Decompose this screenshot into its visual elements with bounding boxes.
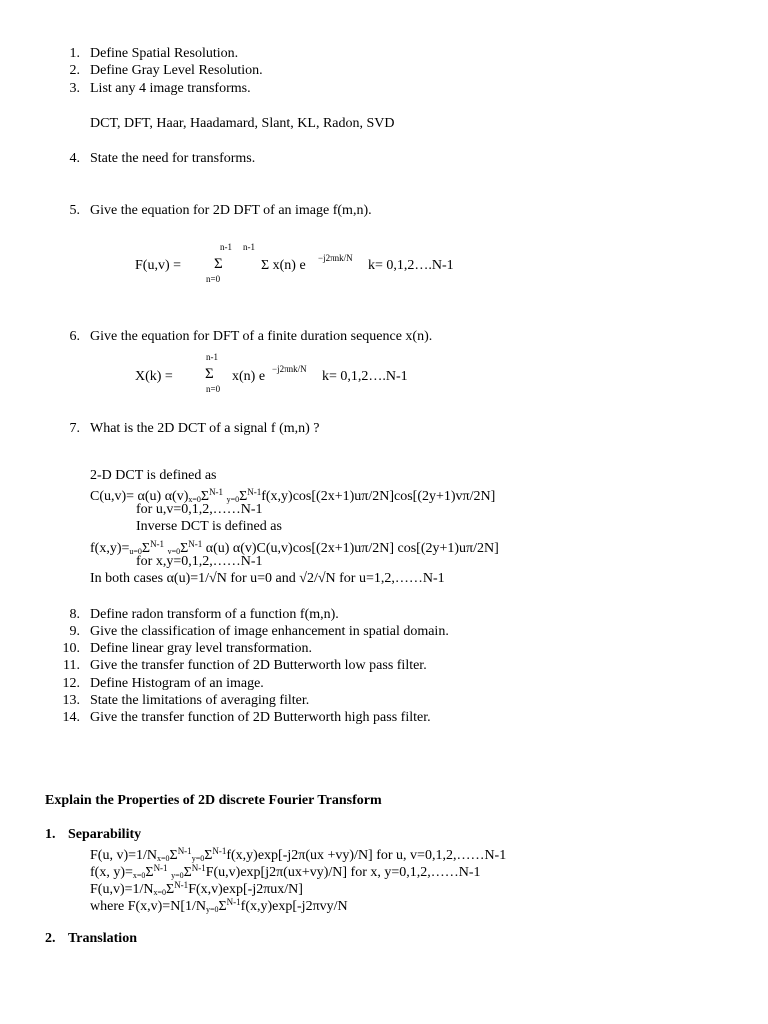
sum-upper-limit: n-1 [206, 352, 218, 362]
question-number: 14. [62, 710, 80, 725]
separability-forward: F(u, $v)=1/N_{x=0}\Sigma^{N-1}_{y=0}\Sigma^{N-1}f(x,y)\exp[-j2\pi(ux +vy)/N]$ for u, v=0,1,2,……N-1 [90, 846, 507, 863]
sum-lower-limit: v=0 [167, 547, 181, 556]
sum-upper-limit: N-1 [174, 880, 189, 890]
sum-lower-limit: n=0 [206, 384, 221, 394]
sum-upper-limit: N-1 [188, 539, 203, 549]
dct-inverse-heading: Inverse DCT is defined as [136, 519, 282, 534]
sigma-symbol: Σ [214, 256, 223, 272]
sigma-symbol: Σ [205, 366, 214, 382]
sum-lower-limit: y=0 [205, 905, 219, 914]
sum-lower-limit: x=0 [188, 495, 201, 504]
question-text: What is the 2D DCT of a signal f (m,n) ? [90, 421, 320, 436]
sum-upper-limit: N-1 [153, 863, 168, 873]
question-number: 2. [69, 63, 80, 78]
sum-upper-limit: N-1 [226, 897, 241, 907]
question-text: Define Spatial Resolution. [90, 46, 239, 61]
question-number: 1. [69, 46, 80, 61]
sum-upper-limit: N-1 [247, 487, 262, 497]
question-number: 4. [69, 151, 80, 166]
question-text: Give the equation for 2D DFT of an image f(m,n). [90, 203, 372, 218]
dct-forward-equation: C(u,v)= α(u) $\alpha(v)_{x=0}\Sigma^{N-1}$ $_{y=0}\Sigma^{N-1}f(x,y)\cos[(2x+1)u\pi/2N]\cos[(2y+1)v\pi/2N]$ [90, 487, 496, 504]
equation-lhs: f(x,y)= [90, 541, 130, 556]
sum-upper-limit: N-1 [212, 846, 227, 856]
question-number: 6. [69, 329, 80, 344]
exponent: −j2πnk/N [272, 364, 307, 374]
question-number: 9. [69, 624, 80, 639]
question-text: State the need for transforms. [90, 151, 256, 166]
question-text: Give the transfer function of 2D Butterworth low pass filter. [90, 658, 427, 673]
sum-lower-limit: y=0 [191, 854, 205, 863]
question-text: Define linear gray level transformation. [90, 641, 312, 656]
question-text: List any 4 image transforms. [90, 81, 251, 96]
equation-lhs: F(u,v)=1/N [90, 882, 154, 897]
sum-lower-limit: x=0 [153, 888, 167, 897]
question-number: 10. [62, 641, 80, 656]
property-number: 2. [45, 931, 56, 946]
question-number: 11. [63, 658, 80, 673]
separability-column-transform: where $F(x,v)=N[1/N_{y=0}\Sigma^{N-1}f(x,y)\exp[-j2\pi vy/N$ [90, 897, 348, 914]
equation-term: F(u,v)exp[j2π(ux+vy)/N] for x, y=0,1,2,……N-1 [205, 865, 481, 880]
property-title: Separability [68, 827, 142, 842]
equation-lhs: f(x, y)= [90, 865, 133, 880]
property-title: Translation [68, 931, 137, 946]
question-number: 8. [69, 607, 80, 622]
separability-row-transform: $F(u,v)=1/N_{x=0}\Sigma^{N-1}F(x,v)\exp[-j2\pi ux/N]$ [90, 880, 303, 897]
equation-term: f(x,y)exp[-j2πvy/N [240, 899, 348, 914]
sum-lower-limit: x=0 [157, 854, 170, 863]
equation-lhs: X(k) = [135, 369, 173, 384]
question-text: Define Histogram of an image. [90, 676, 264, 691]
sum-lower-limit: y=0 [171, 871, 184, 880]
equation-lhs: F(u,v) = [135, 258, 182, 273]
sum-upper-limit: n-1 [243, 242, 255, 252]
equation-term: f(x,y)cos[(2x+1)uπ/2N]cos[(2y+1)vπ/2N] [261, 489, 496, 504]
index-range: k= 0,1,2….N-1 [368, 258, 454, 273]
sum-upper-limit: N-1 [177, 846, 192, 856]
sum-upper-limit: N-1 [150, 539, 165, 549]
sum-lower-limit: u=0 [129, 547, 142, 556]
equation-term: Σ x(n) e [261, 258, 306, 273]
dct-heading: 2-D DCT is defined as [90, 468, 217, 483]
equation-term: x(n) e [232, 369, 266, 384]
question-text: Define Gray Level Resolution. [90, 63, 263, 78]
question-text: State the limitations of averaging filter. [90, 693, 310, 708]
equation-lhs: where F(x,v)=N[1/N [90, 899, 206, 914]
sum-upper-limit: n-1 [220, 242, 232, 252]
answer-transforms-list: DCT, DFT, Haar, Haadamard, Slant, KL, Radon, SVD [90, 116, 395, 131]
question-number: 12. [62, 676, 80, 691]
equation-term: F(x,v)exp[-j2πux/N] [188, 882, 303, 897]
index-range: k= 0,1,2….N-1 [322, 369, 408, 384]
question-number: 7. [69, 421, 80, 436]
question-number: 5. [69, 203, 80, 218]
exponent: −j2πnk/N [318, 253, 353, 263]
separability-inverse: f(x, $y)=_{x=0}\Sigma^{N-1}$ $_{y=0}\Sigma^{N-1}F(u,v)\exp[j2\pi(ux+vy)/N]$ for x, y=0,1,2,……N-1 [90, 863, 481, 880]
equation-lhs: F(u, v)=1/N [90, 848, 158, 863]
sum-lower-limit: x=0 [132, 871, 146, 880]
sum-upper-limit: N-1 [209, 487, 224, 497]
question-number: 3. [69, 81, 80, 96]
sum-lower-limit: y=0 [226, 495, 240, 504]
question-text: Give the classification of image enhancement in spatial domain. [90, 624, 449, 639]
dct-inverse-equation: $f(x,y)=_{u=0}\Sigma^{N-1}$ $_{v=0}\Sigma^{N-1}$ α(u) α(v)C(u,v)cos[(2x+1)uπ/2N] cos[(2y+1)uπ/2N] [90, 539, 499, 556]
dct-inverse-range: for x,y=0,1,2,……N-1 [136, 554, 263, 569]
equation-lhs: C(u,v)= α(u) α(v) [90, 489, 189, 504]
dct-alpha-definition: In both cases α(u)=1/√N for u=0 and √2/√N for u=1,2,……N-1 [90, 571, 445, 586]
dct-forward-range: for u,v=0,1,2,……N-1 [136, 502, 263, 517]
question-text: Give the equation for DFT of a finite duration sequence x(n). [90, 329, 433, 344]
sum-upper-limit: N-1 [191, 863, 206, 873]
question-text: Define radon transform of a function f(m,n). [90, 607, 339, 622]
sum-lower-limit: n=0 [206, 274, 221, 284]
question-number: 13. [62, 693, 80, 708]
property-number: 1. [45, 827, 56, 842]
section-heading: Explain the Properties of 2D discrete Fourier Transform [45, 793, 382, 808]
equation-term: f(x,y)exp[-j2π(ux +vy)/N] for u, v=0,1,2,……N-1 [226, 848, 507, 863]
question-text: Give the transfer function of 2D Butterworth high pass filter. [90, 710, 431, 725]
equation-term: α(u) α(v)C(u,v)cos[(2x+1)uπ/2N] cos[(2y+1)uπ/2N] [205, 541, 499, 556]
